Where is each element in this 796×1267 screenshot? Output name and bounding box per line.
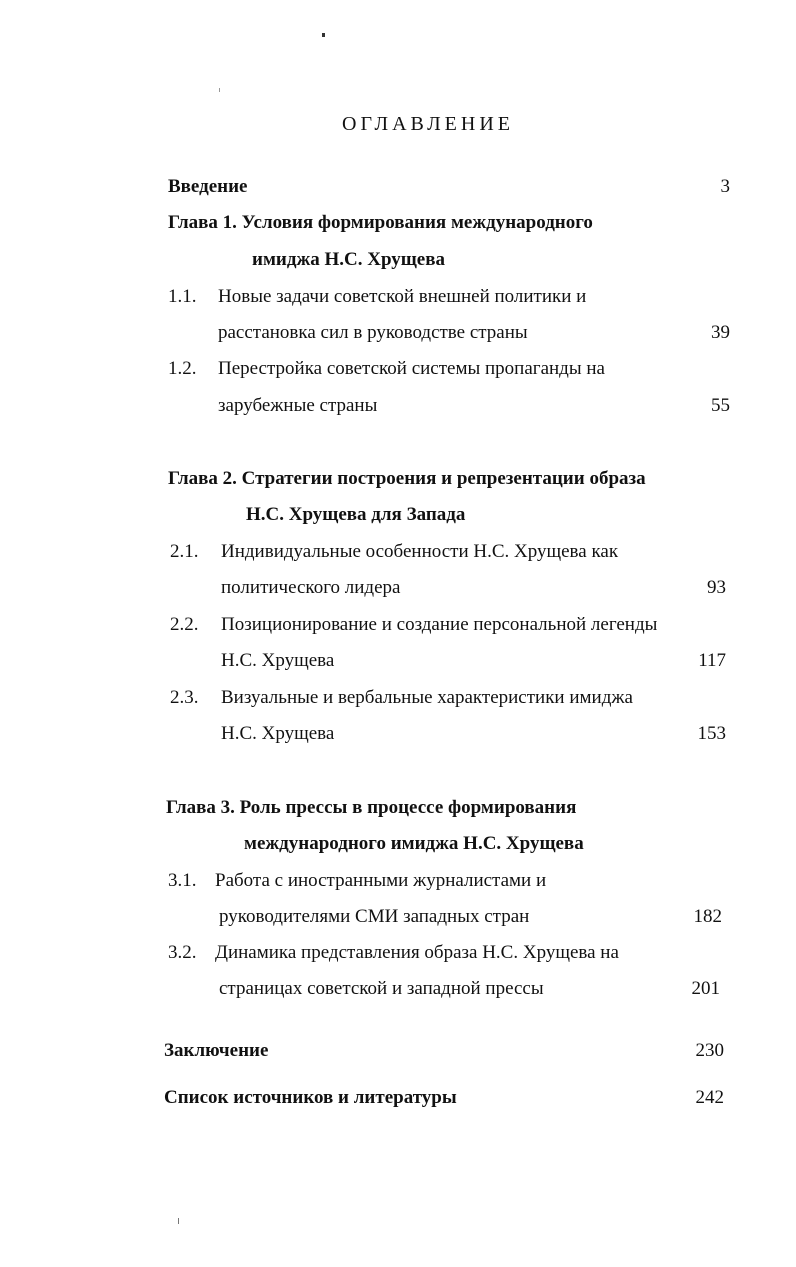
chapter3-heading-line1: Глава 3. Роль прессы в процессе формирования <box>166 797 577 818</box>
section-number: 3.2. <box>168 942 197 963</box>
section-page: 39 <box>711 322 730 343</box>
section-title-line2: страницах советской и западной прессы <box>219 978 544 999</box>
section-title-line1: Динамика представления образа Н.С. Хрущева на <box>215 942 619 963</box>
section-page: 117 <box>698 650 726 671</box>
section-number: 1.1. <box>168 286 197 307</box>
section-title-line2: расстановка сил в руководстве страны <box>218 322 528 343</box>
scan-speck <box>322 33 325 37</box>
toc-bibliography-label: Список источников и литературы <box>164 1087 457 1108</box>
chapter3-heading-line2: международного имиджа Н.С. Хрущева <box>244 833 584 854</box>
section-page: 201 <box>691 978 720 999</box>
section-number: 2.2. <box>170 614 199 635</box>
section-number: 2.3. <box>170 687 199 708</box>
section-number: 1.2. <box>168 358 197 379</box>
section-title-line1: Визуальные и вербальные характеристики имиджа <box>221 687 633 708</box>
section-page: 93 <box>707 577 726 598</box>
section-title-line2: Н.С. Хрущева <box>221 723 335 744</box>
section-title-line1: Индивидуальные особенности Н.С. Хрущева как <box>221 541 619 562</box>
section-page: 153 <box>697 723 726 744</box>
section-title-line2: руководителями СМИ западных стран <box>219 906 530 927</box>
section-number: 2.1. <box>170 541 199 562</box>
page-title: ОГЛАВЛЕНИЕ <box>342 113 514 135</box>
section-title-line1: Новые задачи советской внешней политики и <box>218 286 587 307</box>
toc-conclusion-label: Заключение <box>164 1040 269 1061</box>
toc-intro-label: Введение <box>168 176 248 197</box>
toc-intro-page: 3 <box>720 176 730 197</box>
section-title-line1: Перестройка советской системы пропаганды на <box>218 358 605 379</box>
chapter1-heading-line1: Глава 1. Условия формирования международного <box>168 212 593 233</box>
toc-conclusion-page: 230 <box>695 1040 724 1061</box>
chapter2-heading-line2: Н.С. Хрущева для Запада <box>246 504 466 525</box>
section-title-line2: политического лидера <box>221 577 401 598</box>
section-page: 182 <box>693 906 722 927</box>
scan-speck <box>178 1218 179 1224</box>
chapter2-heading-line1: Глава 2. Стратегии построения и репрезентации образа <box>168 468 646 489</box>
toc-bibliography-page: 242 <box>695 1087 724 1108</box>
chapter1-heading-line2: имиджа Н.С. Хрущева <box>252 249 445 270</box>
section-title-line2: Н.С. Хрущева <box>221 650 335 671</box>
scan-speck <box>219 88 220 92</box>
section-page: 55 <box>711 395 730 416</box>
section-title-line1: Позиционирование и создание персональной легенды <box>221 614 658 635</box>
section-title-line2: зарубежные страны <box>218 395 378 416</box>
section-number: 3.1. <box>168 870 197 891</box>
section-title-line1: Работа с иностранными журналистами и <box>215 870 547 891</box>
